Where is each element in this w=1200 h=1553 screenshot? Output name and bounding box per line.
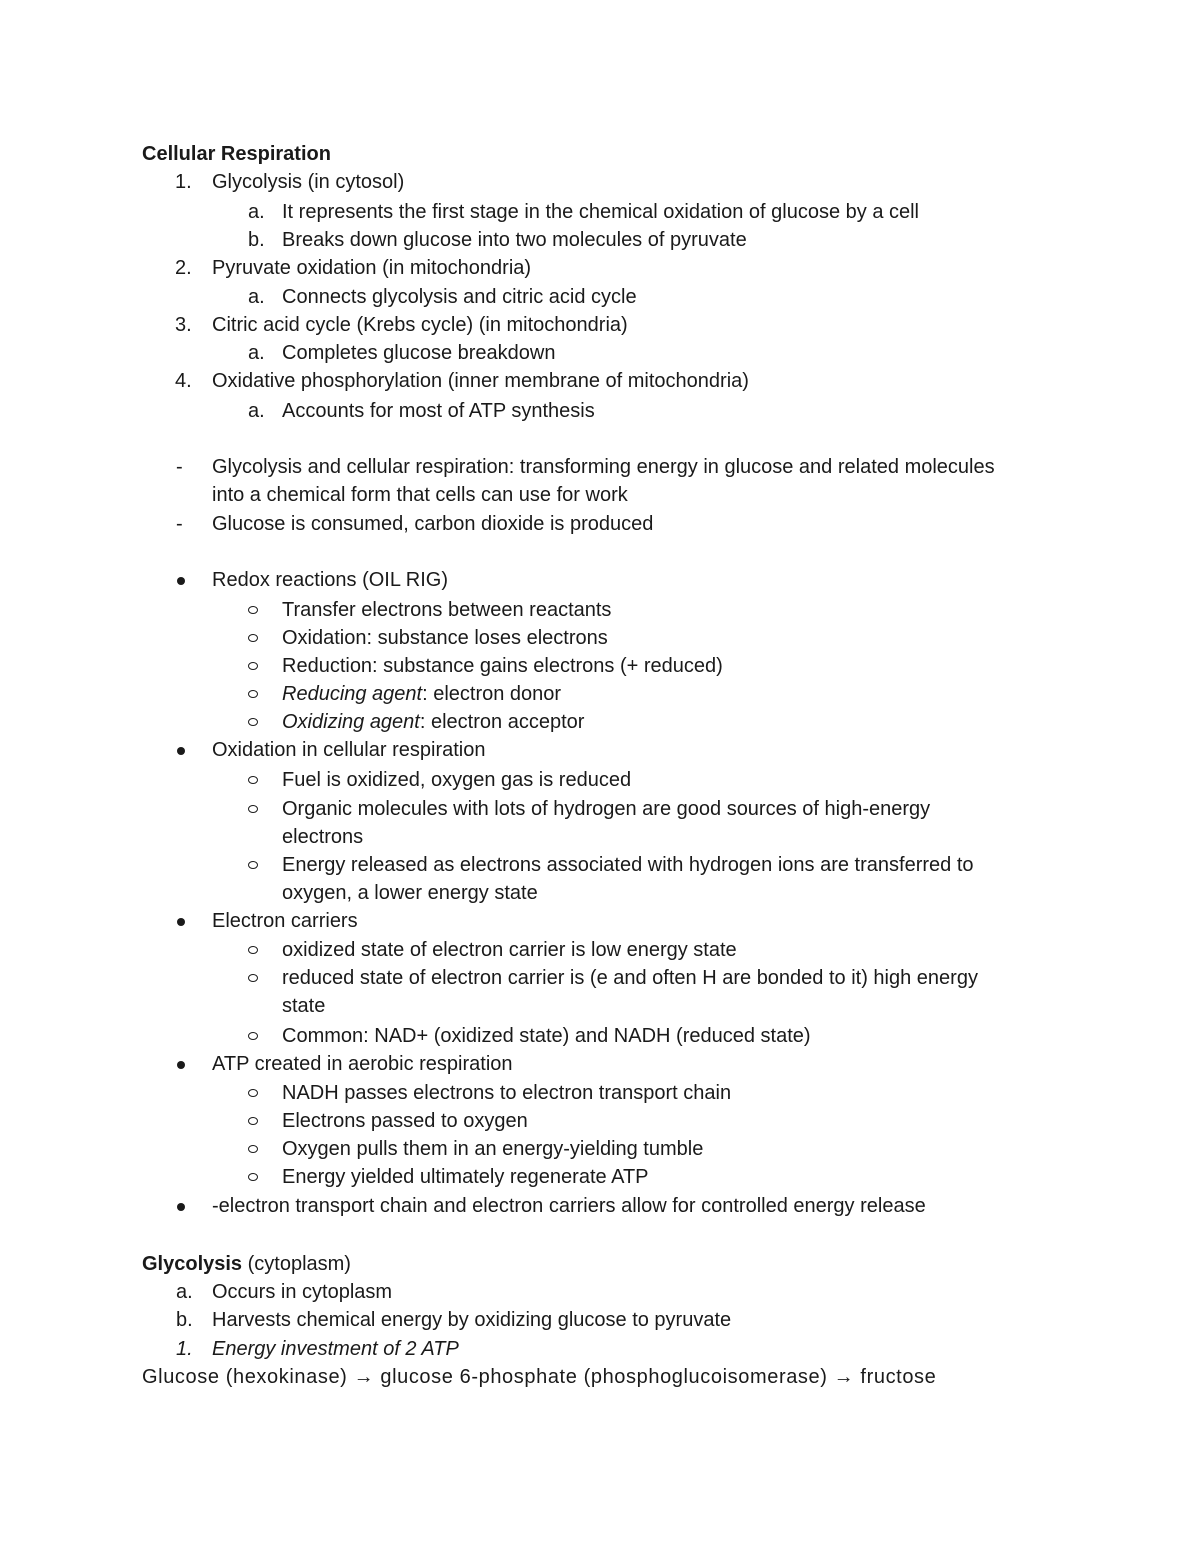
item-text: Occurs in cytoplasm [212,1281,393,1303]
sub-bullet-text: Energy yielded ultimately regenerate ATP [282,1166,649,1188]
sub-bullet-text: Common: NAD+ (oxidized state) and NADH (reduced state) [282,1025,811,1047]
section-title-suffix: (cytoplasm) [242,1253,351,1275]
term-reducing-agent: Reducing agent [282,683,423,705]
sub-bullet-text: electrons [282,826,364,848]
sub-bullet-text: Oxidation: substance loses electrons [282,627,608,649]
item-text: Harvests chemical energy by oxidizing glucose to pyruvate [212,1309,732,1331]
bullet-text: Redox reactions (OIL RIG) [212,569,449,591]
substep-text: Connects glycolysis and citric acid cycle [282,286,637,308]
bullet-circle-icon [248,1089,258,1097]
dash-marker: - [176,456,183,478]
sub-bullet-text: oxidized state of electron carrier is low energy state [282,939,737,961]
sub-bullet-text: Transfer electrons between reactants [282,599,612,621]
substep-text: Completes glucose breakdown [282,342,556,364]
dash-item-text: Glucose is consumed, carbon dioxide is produced [212,513,654,535]
substep-text: It represents the first stage in the chemical oxidation of glucose by a cell [282,201,920,223]
bullet-dot-icon [177,1061,185,1069]
substep-letter: a. [248,201,265,223]
step-text: Oxidative phosphorylation (inner membrane of mitochondria) [212,370,749,392]
bullet-circle-icon [248,776,258,784]
sub-bullet-text: NADH passes electrons to electron transport chain [282,1082,732,1104]
bullet-circle-icon [248,662,258,670]
section-title-cellular-respiration: Cellular Respiration [142,143,331,165]
bullet-circle-icon [248,1173,258,1181]
bullet-dot-icon [177,1203,185,1211]
substep-letter: a. [248,342,265,364]
bullet-circle-icon [248,634,258,642]
bullet-dot-icon [177,918,185,926]
dash-item-text: Glycolysis and cellular respiration: transforming energy in glucose and related molecules [212,456,995,478]
numbered-marker: 1. [176,1338,193,1360]
sub-bullet-text: Oxygen pulls them in an energy-yielding tumble [282,1138,704,1160]
substep-letter: a. [248,400,265,422]
bullet-circle-icon [248,946,258,954]
dash-marker: - [176,513,183,535]
step-number: 4. [175,370,192,392]
sub-bullet-text: Organic molecules with lots of hydrogen are good sources of high-energy [282,798,931,820]
bullet-dot-icon [177,747,185,755]
step-number: 1. [175,171,192,193]
bullet-text: Electron carriers [212,910,358,932]
dash-item-text: into a chemical form that cells can use for work [212,484,628,506]
step-text: Citric acid cycle (Krebs cycle) (in mitochondria) [212,314,628,336]
bullet-text: ATP created in aerobic respiration [212,1053,513,1075]
sub-bullet-text: state [282,995,326,1017]
bullet-text: -electron transport chain and electron carriers allow for controlled energy release [212,1195,926,1217]
bullet-circle-icon [248,1117,258,1125]
step-number: 3. [175,314,192,336]
substep-text: Accounts for most of ATP synthesis [282,400,595,422]
sub-bullet-text: reduced state of electron carrier is (e and often H are bonded to it) high energy [282,967,978,989]
bullet-circle-icon [248,861,258,869]
step-text: Pyruvate oxidation (in mitochondria) [212,257,532,279]
numbered-text: Energy investment of 2 ATP [212,1338,459,1360]
bullet-circle-icon [248,1032,258,1040]
definition-text: : electron acceptor [419,711,585,733]
sub-bullet-text: Energy released as electrons associated with hydrogen ions are transferred to [282,854,974,876]
term-oxidizing-agent: Oxidizing agent [282,711,420,733]
sub-bullet-text: Fuel is oxidized, oxygen gas is reduced [282,769,632,791]
section-title-glycolysis [142,1252,351,1276]
sub-bullet-text: oxygen, a lower energy state [282,882,538,904]
sub-bullet-text: Electrons passed to oxygen [282,1110,528,1132]
sub-bullet-definition [282,682,561,706]
step-text: Glycolysis (in cytosol) [212,171,405,193]
sub-bullet-text: Reduction: substance gains electrons (+ reduced) [282,655,723,677]
sub-bullet-definition [282,710,584,734]
item-letter: b. [176,1309,193,1331]
substep-text: Breaks down glucose into two molecules of pyruvate [282,229,747,251]
pathway-text: Glucose (hexokinase) → glucose 6-phosphate (phosphoglucoisomerase) → fructose [142,1366,937,1388]
bullet-circle-icon [248,1145,258,1153]
bullet-circle-icon [248,718,258,726]
bullet-circle-icon [248,805,258,813]
bullet-circle-icon [248,606,258,614]
substep-letter: b. [248,229,265,251]
bullet-circle-icon [248,974,258,982]
definition-text: : electron donor [422,683,562,705]
bullet-text: Oxidation in cellular respiration [212,739,486,761]
item-letter: a. [176,1281,193,1303]
section-title-text: Glycolysis [142,1253,243,1275]
bullet-dot-icon [177,577,185,585]
bullet-circle-icon [248,690,258,698]
step-number: 2. [175,257,192,279]
substep-letter: a. [248,286,265,308]
